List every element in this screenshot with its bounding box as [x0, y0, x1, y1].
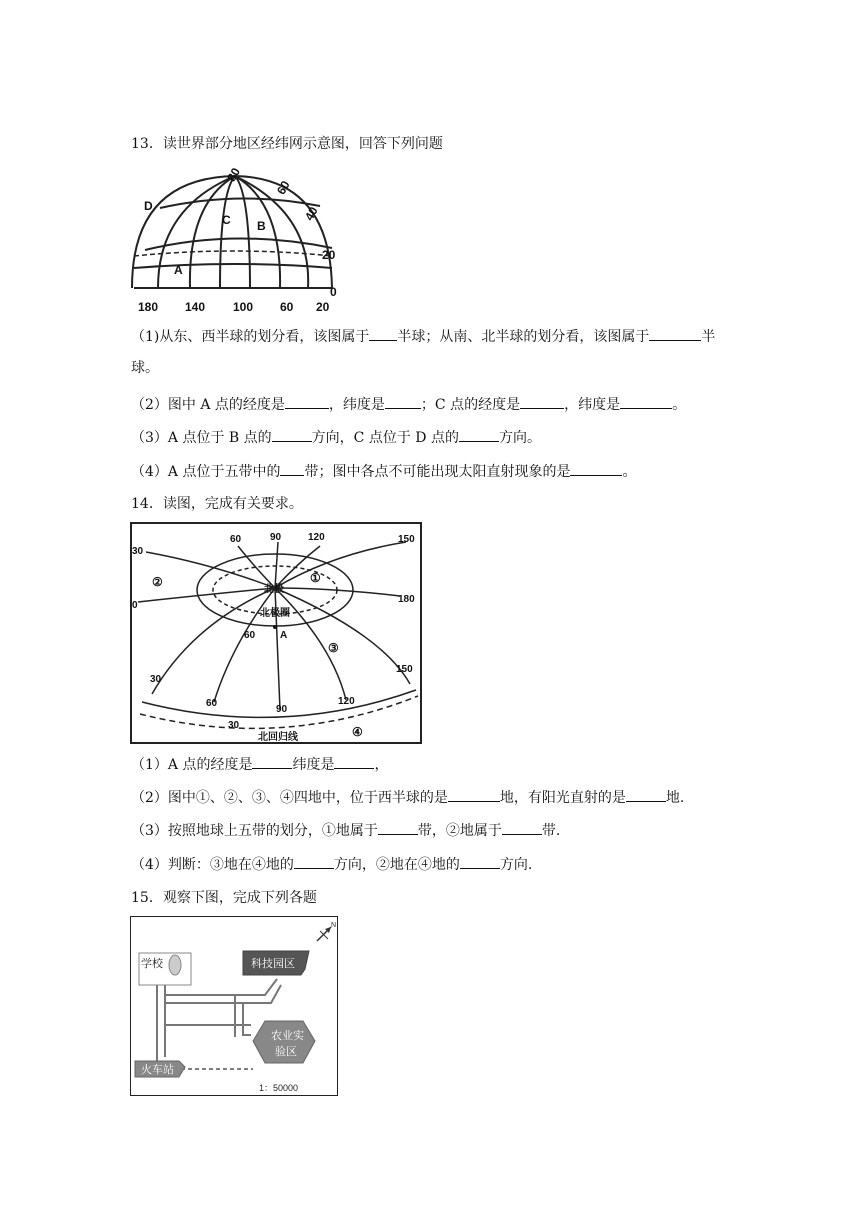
blank[interactable]: [294, 854, 334, 869]
q13-part2: （2）图中 A 点的经度是 ，纬度是 ；C 点的经度是 ，纬度是 。: [131, 394, 686, 415]
lon-right-180: 180: [398, 594, 415, 605]
lon-label-20: 20: [316, 300, 330, 314]
marker-2: ②: [152, 575, 163, 589]
lon-left-0: 0: [132, 600, 138, 611]
lon-bottom-150: 150: [396, 664, 413, 675]
blank[interactable]: [378, 820, 418, 835]
lon-top-120: 120: [308, 532, 325, 543]
marker-3: ③: [328, 641, 339, 655]
q14-part3: （3）按照地球上五带的划分，①地属于 带，②地属于 带.: [131, 820, 560, 841]
q15-map-figure: [130, 916, 338, 1096]
q14-polar-figure: [130, 522, 422, 744]
q13-title: 13．读世界部分地区经纬网示意图，回答下列问题: [131, 136, 443, 152]
lat-label-60: 60: [273, 178, 293, 197]
blank[interactable]: [385, 394, 421, 409]
blank[interactable]: [502, 820, 542, 835]
lat-label-80: 80: [224, 168, 244, 184]
tech-park-label: 科技园区: [251, 958, 295, 970]
q13-part1-cont: 球。: [131, 360, 159, 376]
tropic-label: 北回归线: [258, 732, 298, 742]
point-a: A: [174, 263, 183, 277]
point-d: D: [144, 199, 153, 213]
blank[interactable]: [285, 394, 329, 409]
point-c: C: [222, 213, 231, 227]
q13-part4: （4）A 点位于五带中的 带；图中各点不可能出现太阳直射现象的是 。: [131, 461, 636, 482]
q14-part1: （1）A 点的经度是 纬度是 ，: [131, 754, 388, 775]
point-a-label: A: [280, 630, 288, 641]
lon-label-60: 60: [280, 300, 294, 314]
marker-4: ④: [352, 725, 363, 739]
q14-part4: （4）判断：③地在④地的 方向，②地在④地的 方向.: [131, 854, 532, 875]
q13-part1: （1)从东、西半球的划分看，该图属于 半球；从南、北半球的划分看，该图属于 半: [131, 326, 715, 347]
blank[interactable]: [626, 787, 666, 802]
blank[interactable]: [448, 787, 500, 802]
lat-label-0: 0: [330, 285, 337, 299]
agri-zone-label-1: 农业实: [271, 1030, 304, 1042]
q14-part2: （2）图中①、②、③、④四地中，位于西半球的是 地，有阳光直射的是 地.: [131, 787, 684, 808]
agri-zone-label-2: 验区: [275, 1046, 297, 1058]
blank[interactable]: [369, 326, 397, 341]
blank[interactable]: [620, 394, 672, 409]
lon-left-30: 30: [132, 546, 144, 557]
lon-label-180: 180: [138, 300, 159, 314]
lon-bottom-30b: 30: [228, 720, 240, 731]
lon-top-60: 60: [230, 534, 242, 545]
blank[interactable]: [649, 326, 701, 341]
north-pole-label: 北极: [264, 584, 284, 595]
lon-label-140: 140: [185, 300, 206, 314]
lat-label-40: 40: [301, 204, 321, 223]
blank[interactable]: [460, 854, 500, 869]
lon-top-150: 150: [398, 534, 415, 545]
blank[interactable]: [459, 427, 499, 442]
q15-title: 15．观察下图，完成下列各题: [131, 890, 317, 906]
blank[interactable]: [520, 394, 564, 409]
blank[interactable]: [252, 754, 292, 769]
blank[interactable]: [272, 427, 312, 442]
station-label: 火车站: [141, 1064, 174, 1076]
lon-bottom-30: 30: [150, 674, 162, 685]
lon-bottom-60: 60: [206, 698, 218, 709]
marker-1: ①: [310, 571, 321, 585]
lon-top-90: 90: [270, 532, 282, 543]
arctic-circle-label: 北极圈: [260, 608, 290, 619]
school-label: 学校: [141, 958, 163, 970]
blank[interactable]: [334, 754, 374, 769]
lon-mid-60: 60: [244, 630, 256, 641]
north-label: N: [331, 922, 337, 929]
q13-graticule-figure: [130, 168, 344, 316]
lon-bottom-90: 90: [276, 704, 288, 715]
q14-title: 14．读图，完成有关要求。: [131, 496, 303, 512]
q13-part3: （3）A 点位于 B 点的 方向，C 点位于 D 点的 方向。: [131, 427, 541, 448]
lat-label-20: 20: [322, 248, 336, 262]
point-b: B: [257, 219, 266, 233]
blank[interactable]: [280, 461, 304, 476]
blank[interactable]: [570, 461, 622, 476]
lon-label-100: 100: [233, 300, 254, 314]
lon-bottom-120: 120: [338, 696, 355, 707]
scale-label: 1：50000: [259, 1083, 299, 1093]
